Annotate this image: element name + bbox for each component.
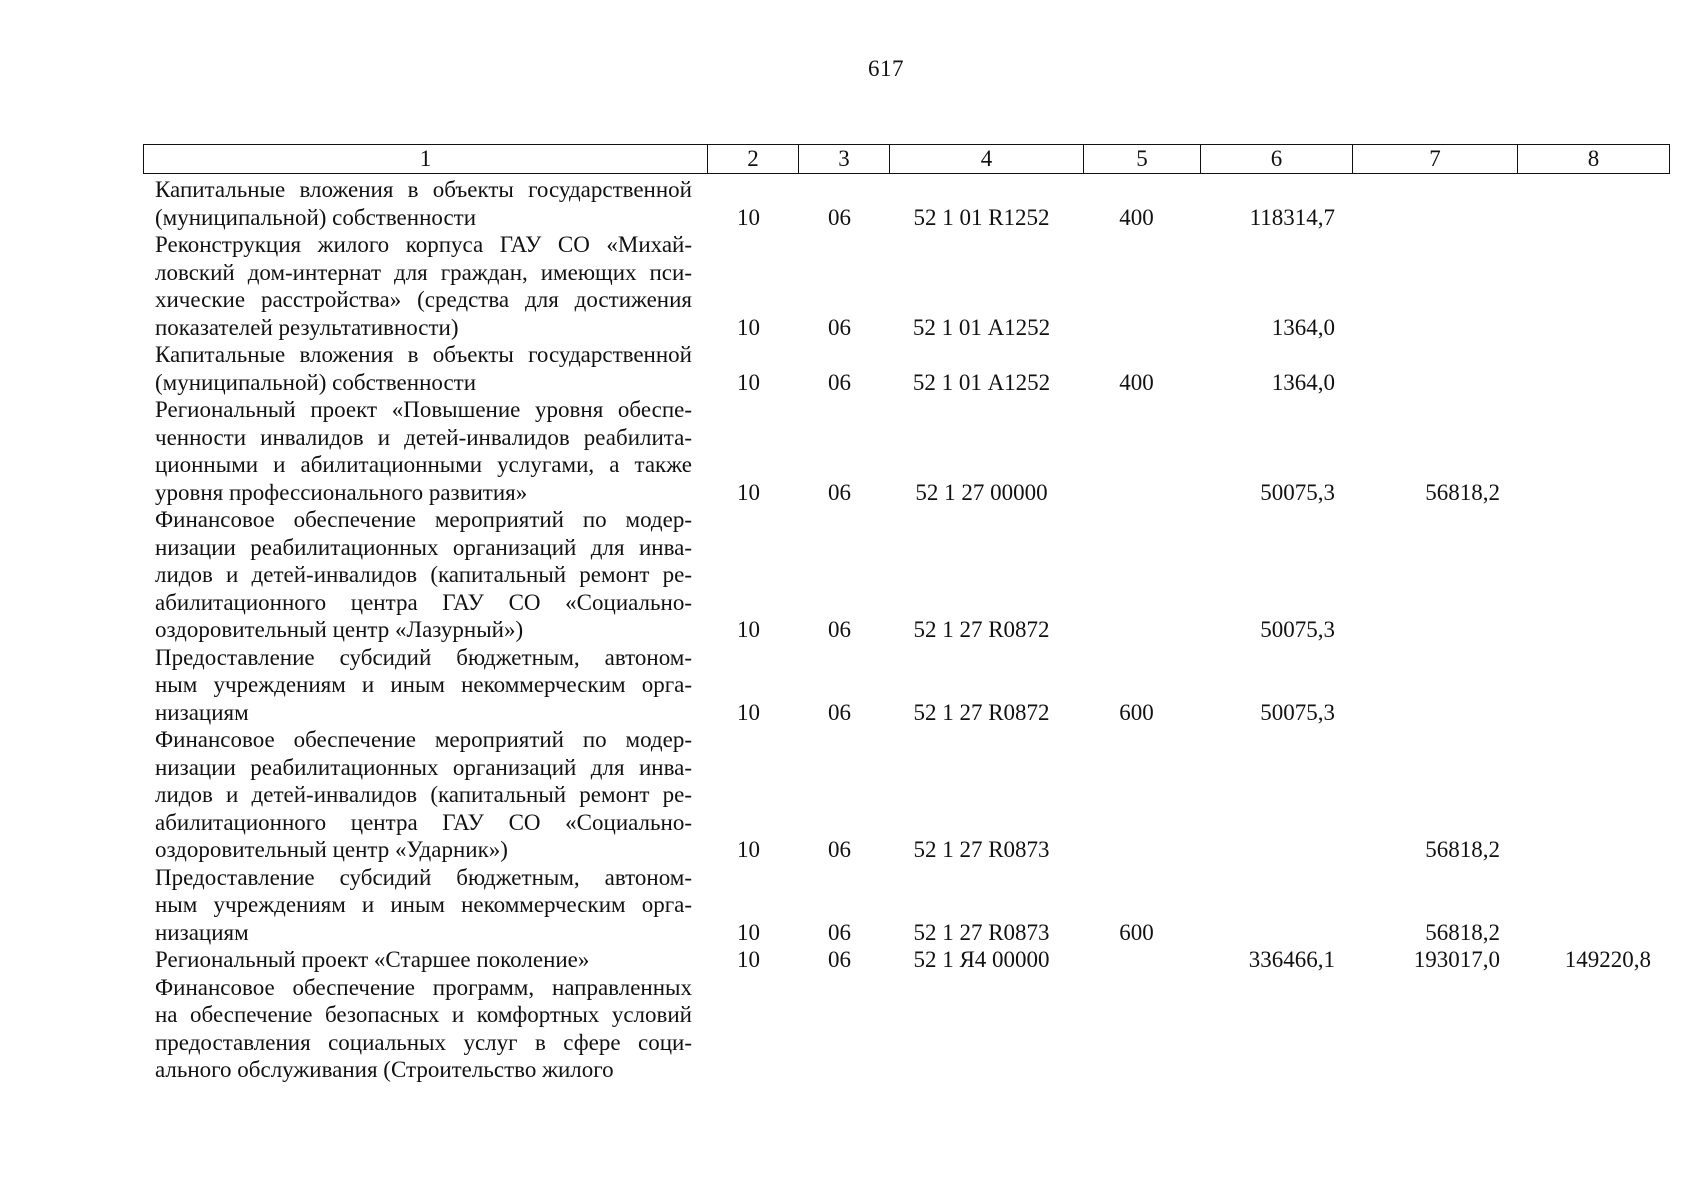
table-row [143,396,1663,506]
section-code: 10 [737,947,760,972]
description-line: ального обслуживания (Строительство жилого [155,1057,614,1082]
row-description [143,231,703,341]
amount-year-1: 118314,7 [1249,204,1335,230]
header-col-8: 8 [1518,145,1670,174]
table-row [143,864,1663,947]
row-description [143,341,703,396]
header-col-7: 7 [1353,145,1518,174]
header-row [144,145,1670,174]
header-col-5: 5 [1084,145,1201,174]
subsection-code: 06 [828,919,851,945]
table-row [143,974,1663,1084]
section-code: 10 [737,369,760,395]
description-line: Финансовое обеспечение мероприятий по модер- [155,727,692,752]
description-line: низациям [155,699,249,725]
description-line: низации реабилитационных организаций для инва- [155,534,692,560]
amount-year-1: 1364,0 [1271,314,1335,340]
description-line: оздоровительный центр «Лазурный») [155,617,524,642]
amount-year-2: 56818,2 [1425,479,1500,505]
budget-table-body [143,176,1663,1084]
row-description [143,396,703,506]
section-code: 10 [737,837,760,862]
section-code: 10 [737,919,760,945]
description-line: Региональный проект «Повышение уровня обеспе- [155,397,692,422]
page-number: 617 [868,56,904,81]
column-number-header [143,144,1670,174]
row-description [143,864,703,947]
description-line: Региональный проект «Старшее поколение» [155,947,590,972]
subsection-code: 06 [828,699,851,725]
description-line: Капитальные вложения в объекты государственной [155,342,692,367]
target-article-code: 52 1 01 А1252 [912,369,1051,395]
description-line: Капитальные вложения в объекты государственной [155,177,692,202]
target-article-code: 52 1 27 R0872 [913,699,1050,725]
amount-year-1: 50075,3 [1260,617,1335,642]
subsection-code: 06 [828,204,851,230]
description-line: ловский дом-интернат для граждан, имеющих пси- [155,259,692,285]
description-line: Реконструкция жилого корпуса ГАУ СО «Михай- [155,232,692,257]
amount-year-2: 56818,2 [1425,837,1500,862]
description-line: Финансовое обеспечение мероприятий по модер- [155,507,692,532]
header-col-6: 6 [1201,145,1353,174]
section-code: 10 [737,617,760,642]
section-code: 10 [737,699,760,725]
expense-type-code: 400 [1119,204,1154,230]
section-code: 10 [737,479,760,505]
row-description [143,726,703,864]
expense-type-code: 400 [1119,369,1154,395]
target-article-code: 52 1 Я4 00000 [913,947,1050,972]
description-line: абилитационного центра ГАУ СО «Социально- [155,589,692,615]
table-row [143,231,1663,341]
description-line: лидов и детей-инвалидов (капитальный ремонт ре- [155,562,692,587]
table-row [143,341,1663,396]
description-line: показателей результативности) [155,314,459,340]
description-line: Финансовое обеспечение программ, направленных [155,974,692,1000]
table-row [143,946,1663,974]
amount-year-3: 149220,8 [1564,947,1651,972]
description-line: ченности инвалидов и детей-инвалидов реабилита- [155,424,692,450]
description-line: лидов и детей-инвалидов (капитальный ремонт ре- [155,782,692,807]
table-row [143,644,1663,727]
description-line: оздоровительный центр «Ударник») [155,837,508,862]
subsection-code: 06 [828,479,851,505]
description-line: (муниципальной) собственности [155,204,477,230]
amount-year-1: 50075,3 [1260,699,1335,725]
section-code: 10 [737,314,760,340]
target-article-code: 52 1 27 00000 [915,479,1048,505]
header-col-4: 4 [890,145,1084,174]
subsection-code: 06 [828,837,851,862]
target-article-code: 52 1 27 R0873 [913,837,1050,862]
header-col-3: 3 [799,145,890,174]
header-col-2: 2 [708,145,799,174]
expense-type-code: 600 [1119,699,1154,725]
description-line: Предоставление субсидий бюджетным, автоном- [155,864,692,890]
row-description [143,506,703,644]
amount-year-1: 50075,3 [1260,479,1335,505]
amount-year-1: 336466,1 [1248,947,1335,972]
description-line: ным учреждениям и иным некоммерческим орга- [155,892,692,917]
amount-year-1: 1364,0 [1271,369,1335,395]
subsection-code: 06 [828,369,851,395]
description-line: на обеспечение безопасных и комфортных условий [155,1002,692,1027]
target-article-code: 52 1 01 А1252 [912,314,1051,340]
row-description [143,176,703,231]
row-description [143,974,703,1084]
table-row [143,506,1663,644]
subsection-code: 06 [828,617,851,642]
description-line: абилитационного центра ГАУ СО «Социально- [155,809,692,835]
header-col-1: 1 [144,145,708,174]
description-line: (муниципальной) собственности [155,369,477,395]
expense-type-code: 600 [1119,919,1154,945]
description-line: предоставления социальных услуг в сфере соци- [155,1029,692,1055]
subsection-code: 06 [828,947,851,972]
description-line: низациям [155,919,249,945]
subsection-code: 06 [828,314,851,340]
target-article-code: 52 1 27 R0872 [913,617,1050,642]
target-article-code: 52 1 27 R0873 [913,919,1050,945]
description-line: хические расстройства» (средства для достижения [155,287,692,312]
target-article-code: 52 1 01 R1252 [913,204,1050,230]
section-code: 10 [737,204,760,230]
table-row [143,176,1663,231]
description-line: уровня профессионального развития» [155,479,528,505]
table-row [143,726,1663,864]
description-line: ным учреждениям и иным некоммерческим орга- [155,672,692,697]
description-line: низации реабилитационных организаций для инва- [155,754,692,780]
amount-year-2: 56818,2 [1425,919,1500,945]
row-description [143,644,703,727]
row-description [143,946,703,974]
description-line: ционными и абилитационными услугами, а также [155,452,692,477]
description-line: Предоставление субсидий бюджетным, автоном- [155,644,692,670]
amount-year-2: 193017,0 [1413,947,1500,972]
